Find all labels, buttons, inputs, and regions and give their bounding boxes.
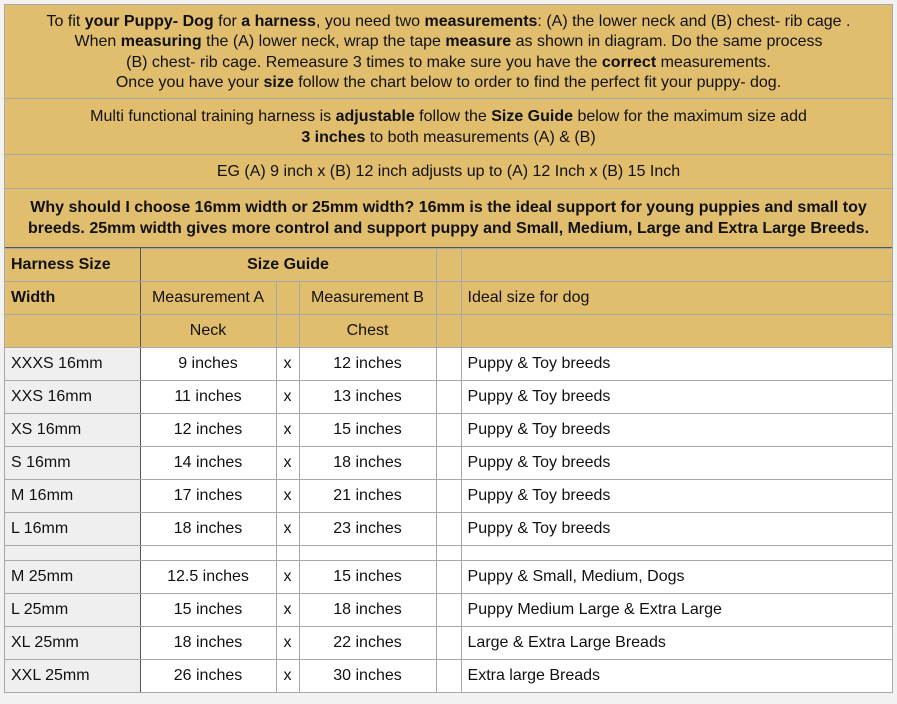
text: : (A) the lower neck and (B) chest- rib cage .: [537, 12, 851, 30]
times-sign: x: [276, 348, 299, 381]
text: below for the maximum size add: [573, 107, 807, 125]
times-sign: x: [276, 414, 299, 447]
chest-cell: 22 inches: [299, 627, 436, 660]
chest-cell: 18 inches: [299, 594, 436, 627]
neck-cell: 17 inches: [140, 480, 276, 513]
width-note: [5, 189, 892, 248]
ideal-size-cell: Puppy Medium Large & Extra Large: [461, 594, 892, 627]
header-empty-cell: [436, 315, 461, 348]
table-row: [5, 480, 892, 513]
chest-cell: 21 inches: [299, 480, 436, 513]
size-cell: XL 25mm: [5, 627, 140, 660]
width-header: Width: [5, 282, 140, 315]
text: Once you have your: [115, 74, 264, 91]
header-row-2: [5, 282, 892, 315]
bold-text: a harness: [241, 12, 316, 30]
chest-cell: 13 inches: [299, 381, 436, 414]
text: measurements.: [656, 53, 771, 71]
header-empty-cell: [5, 315, 140, 348]
bold-text: 3 inches: [301, 128, 366, 146]
table-row: [5, 594, 892, 627]
size-cell: L 25mm: [5, 594, 140, 627]
bold-text: size: [263, 74, 294, 91]
times-sign: x: [276, 447, 299, 480]
ideal-size-cell: Puppy & Toy breeds: [461, 348, 892, 381]
size-cell: XXXS 16mm: [5, 348, 140, 381]
empty-cell: [436, 480, 461, 513]
bold-text: correct: [601, 53, 657, 71]
neck-cell: 12.5 inches: [140, 561, 276, 594]
size-cell: L 16mm: [5, 513, 140, 546]
header-empty-cell: [436, 249, 461, 282]
size-table: [5, 248, 892, 693]
empty-cell: [436, 546, 461, 561]
table-row: [5, 660, 892, 693]
intro-line-3: [5, 53, 892, 74]
times-sign: x: [276, 513, 299, 546]
text: follow the: [414, 107, 492, 125]
chest-cell: 15 inches: [299, 561, 436, 594]
empty-cell: [299, 546, 436, 561]
times-sign: x: [276, 561, 299, 594]
table-row: [5, 627, 892, 660]
adjustable-line-2: [5, 127, 892, 148]
header-empty-cell: [461, 249, 892, 282]
measurement-a-header: Measurement A: [140, 282, 276, 315]
bold-text: Size Guide: [491, 107, 573, 125]
ideal-size-cell: Puppy & Toy breeds: [461, 480, 892, 513]
text: as shown in diagram. Do the same process: [511, 33, 823, 50]
empty-cell: [436, 381, 461, 414]
neck-cell: 14 inches: [140, 447, 276, 480]
header-row-1: [5, 249, 892, 282]
empty-cell: [436, 348, 461, 381]
bold-text: your Puppy- Dog: [84, 12, 214, 30]
harness-size-header: Harness Size: [5, 249, 140, 282]
neck-cell: 15 inches: [140, 594, 276, 627]
intro-line-1: [5, 12, 892, 33]
empty-cell: [436, 660, 461, 693]
times-sign: x: [276, 594, 299, 627]
empty-cell: [140, 546, 276, 561]
ideal-size-cell: Puppy & Toy breeds: [461, 414, 892, 447]
chest-cell: 23 inches: [299, 513, 436, 546]
intro-banner: [5, 5, 892, 99]
neck-cell: 9 inches: [140, 348, 276, 381]
size-cell: S 16mm: [5, 447, 140, 480]
example-text: EG (A) 9 inch x (B) 12 inch adjusts up to (A) 12 Inch x (B) 15 Inch: [216, 162, 681, 180]
text: for: [213, 12, 242, 30]
text: Multi functional training harness is: [90, 107, 336, 125]
header-empty-cell: [276, 282, 299, 315]
table-row: [5, 348, 892, 381]
empty-cell: [436, 447, 461, 480]
neck-cell: 18 inches: [140, 627, 276, 660]
size-cell: M 16mm: [5, 480, 140, 513]
chest-header: Chest: [299, 315, 436, 348]
neck-header: Neck: [140, 315, 276, 348]
neck-cell: 11 inches: [140, 381, 276, 414]
table-row: [5, 447, 892, 480]
times-sign: x: [276, 660, 299, 693]
size-guide-header: Size Guide: [140, 249, 436, 282]
times-sign: x: [276, 627, 299, 660]
text: (B) chest- rib cage. Remeasure 3 times to make sure you have the: [126, 53, 602, 71]
text: follow the chart below to order to find the perfect fit your puppy- dog.: [293, 74, 782, 91]
neck-cell: 18 inches: [140, 513, 276, 546]
bold-text: measurements: [424, 12, 538, 30]
empty-cell: [461, 546, 892, 561]
bold-text: adjustable: [335, 107, 415, 125]
neck-cell: 12 inches: [140, 414, 276, 447]
intro-line-4: [5, 73, 892, 94]
empty-cell: [436, 627, 461, 660]
width-note-line-2: breeds. 25mm width gives more control and support puppy and Small, Medium, Large and Extra Large Breeds.: [27, 220, 870, 237]
table-row: [5, 381, 892, 414]
adjustable-line-1: [5, 106, 892, 127]
size-cell: XS 16mm: [5, 414, 140, 447]
table-row: [5, 561, 892, 594]
empty-cell: [436, 513, 461, 546]
ideal-size-cell: Extra large Breads: [461, 660, 892, 693]
width-note-line-1: Why should I choose 16mm width or 25mm width? 16mm is the ideal support for young puppies and small toy: [30, 199, 867, 216]
text: When: [74, 33, 121, 50]
empty-cell: [436, 414, 461, 447]
ideal-size-cell: Puppy & Toy breeds: [461, 447, 892, 480]
ideal-size-cell: Puppy & Small, Medium, Dogs: [461, 561, 892, 594]
bold-text: measure: [445, 33, 512, 50]
table-row: [5, 513, 892, 546]
times-sign: x: [276, 381, 299, 414]
example-note: [5, 155, 892, 189]
ideal-size-cell: Puppy & Toy breeds: [461, 381, 892, 414]
header-empty-cell: [436, 282, 461, 315]
size-cell: XXL 25mm: [5, 660, 140, 693]
bold-text: measuring: [120, 33, 202, 50]
size-cell: M 25mm: [5, 561, 140, 594]
empty-cell: [436, 561, 461, 594]
header-row-3: [5, 315, 892, 348]
chest-cell: 15 inches: [299, 414, 436, 447]
times-sign: x: [276, 480, 299, 513]
chest-cell: 12 inches: [299, 348, 436, 381]
measurement-b-header: Measurement B: [299, 282, 436, 315]
chest-cell: 18 inches: [299, 447, 436, 480]
text: To fit: [46, 12, 85, 30]
table-row: [5, 414, 892, 447]
empty-cell: [276, 546, 299, 561]
header-empty-cell: [276, 315, 299, 348]
intro-line-2: [5, 32, 892, 53]
text: the (A) lower neck, wrap the tape: [201, 33, 446, 50]
spacer-row: [5, 546, 892, 561]
ideal-size-cell: Puppy & Toy breeds: [461, 513, 892, 546]
empty-cell: [5, 546, 140, 561]
neck-cell: 26 inches: [140, 660, 276, 693]
size-cell: XXS 16mm: [5, 381, 140, 414]
ideal-size-cell: Large & Extra Large Breads: [461, 627, 892, 660]
header-empty-cell: [461, 315, 892, 348]
chest-cell: 30 inches: [299, 660, 436, 693]
ideal-size-header: Ideal size for dog: [461, 282, 892, 315]
empty-cell: [436, 594, 461, 627]
text: to both measurements (A) & (B): [365, 128, 596, 146]
text: , you need two: [315, 12, 425, 30]
adjustable-note: [5, 99, 892, 155]
size-guide-document: [4, 4, 893, 693]
